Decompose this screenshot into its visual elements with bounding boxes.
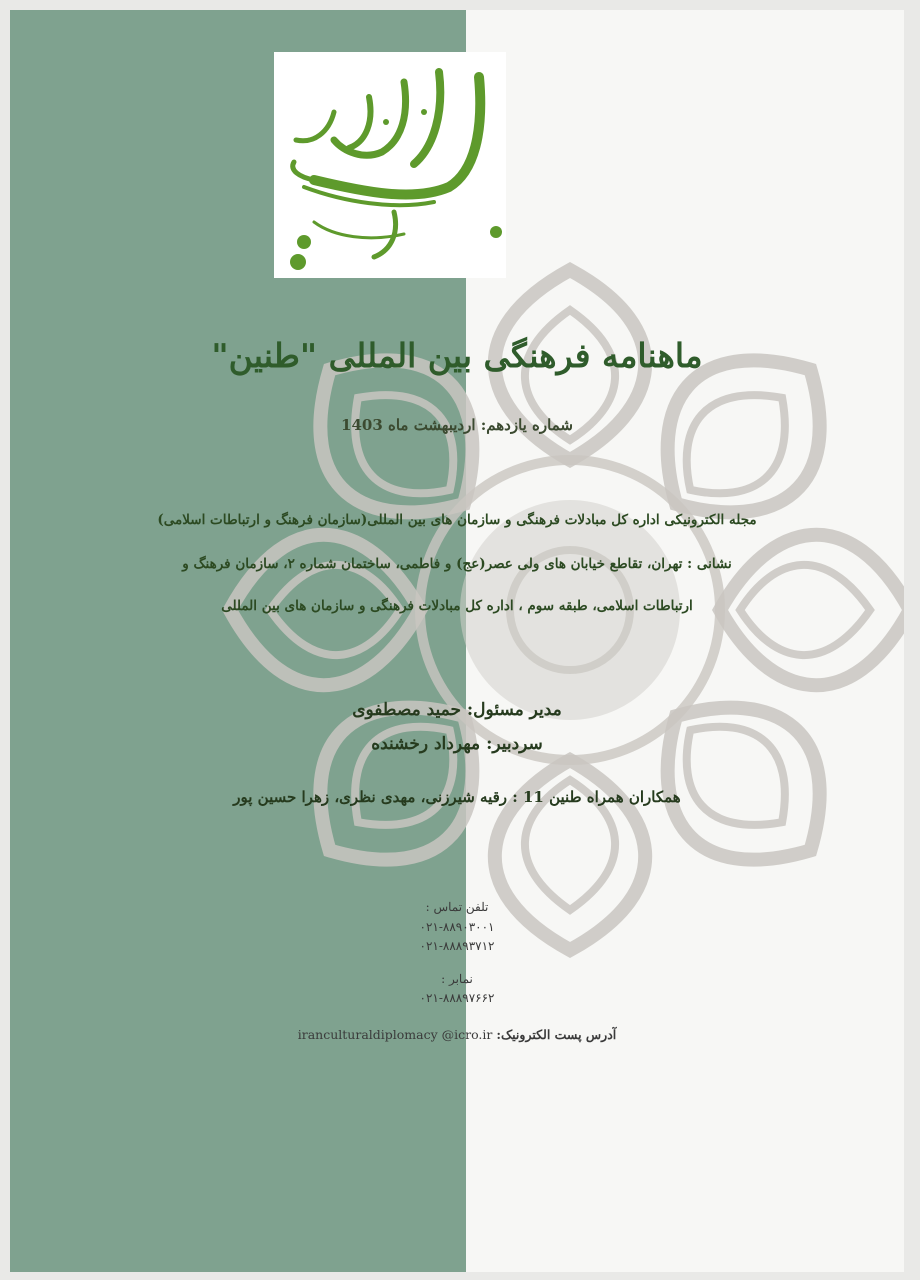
- address-line-1: نشانی : تهران، تقاطع خیابان های ولی عصر(عج) و فاطمی، ساختمان شماره ۲، سازمان فرهنگ و: [182, 556, 732, 572]
- email-line: [10, 1027, 904, 1042]
- magazine-description: مجله الکترونیکی اداره کل مبادلات فرهنگی و سازمان های بین المللی(سازمان فرهنگ و ارتباطات اسلامی): [157, 512, 757, 528]
- managing-director: مدیر مسئول: حمید مصطفوی: [352, 700, 562, 720]
- address-line-2: ارتباطات اسلامی، طبقه سوم ، اداره کل مبادلات فرهنگی و سازمان های بین المللی: [221, 598, 693, 614]
- colleagues: همکاران همراه طنین 11 : رقیه شیرزنی، مهدی نظری، زهرا حسین پور: [233, 788, 681, 806]
- editor-in-chief: سردبیر: مهرداد رخشنده: [371, 734, 543, 754]
- phone-label: تلفن تماس :: [425, 900, 489, 914]
- fax-label: نمابر :: [441, 972, 473, 986]
- phone-number-2: ۰۲۱-۸۸۸۹۳۷۱۲: [419, 939, 495, 953]
- fax-number: ۰۲۱-۸۸۸۹۷۶۶۲: [419, 991, 495, 1005]
- cover-page: [10, 10, 904, 1272]
- issue-number: شماره یازدهم: اردیبهشت ماه 1403: [341, 416, 573, 434]
- email-address[interactable]: iranculturaldiplomacy @icro.ir: [297, 1027, 493, 1042]
- phone-number-1: ۰۲۱-۸۸۹۰۳۰۰۱: [419, 920, 495, 934]
- email-label: آدرس پست الکترونیک:: [496, 1027, 617, 1042]
- magazine-title: ماهنامه فرهنگی بین المللی "طنین": [211, 336, 703, 375]
- cover-text: [10, 10, 904, 1272]
